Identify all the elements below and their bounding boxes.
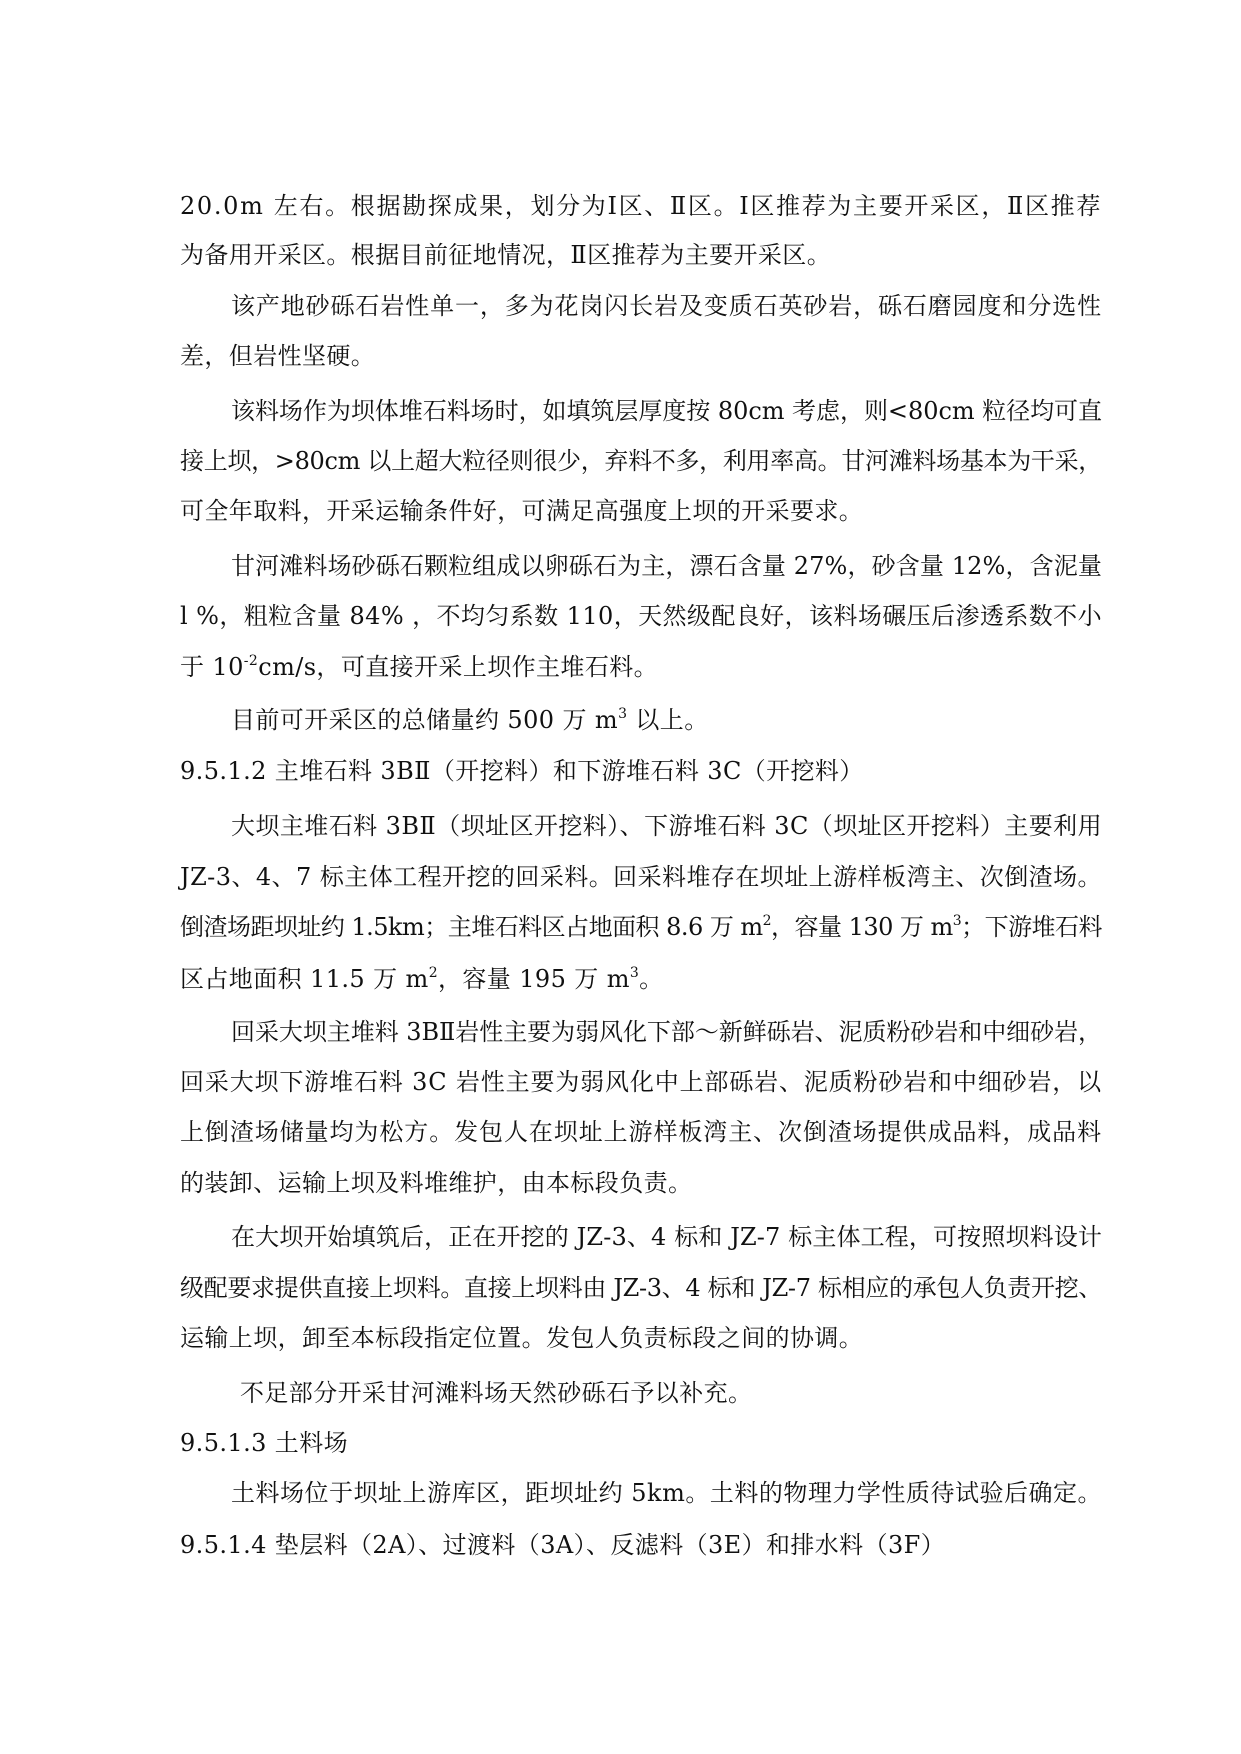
text-line: 大坝主堆石料 3BⅡ（坝址区开挖料）、下游堆石料 3C（坝址区开挖料）主要利用	[231, 812, 1102, 840]
text-line: 上倒渣场储量均为松方。发包人在坝址上游样板湾主、次倒渣场提供成品料，成品料	[180, 1118, 1102, 1146]
text-line	[180, 912, 1102, 942]
superscript: 3	[952, 913, 962, 929]
text-run: 倒渣场距坝址约 1.5km；主堆石料区占地面积 8.6 万 m	[180, 913, 763, 941]
section-heading: 9.5.1.3 土料场	[180, 1429, 348, 1457]
text-line: l %，粗粒含量 84% ，不均匀系数 110，天然级配良好，该料场碾压后渗透系数不小	[180, 602, 1102, 630]
text-line: 该产地砂砾石岩性单一，多为花岗闪长岩及变质石英砂岩，砾石磨园度和分选性	[231, 292, 1102, 320]
superscript: 3	[629, 965, 640, 981]
text-line: 不足部分开采甘河滩料场天然砂砾石予以补充。	[240, 1379, 753, 1407]
text-line: 回采大坝主堆料 3BⅡ岩性主要为弱风化下部～新鲜砾岩、泥质粉砂岩和中细砂岩，	[231, 1018, 1102, 1046]
text-line: 该料场作为坝体堆石料场时，如填筑层厚度按 80cm 考虑，则<80cm 粒径均可直	[231, 397, 1102, 425]
section-heading: 9.5.1.4 垫层料（2A）、过渡料（3A）、反滤料（3E）和排水料（3F）	[180, 1531, 946, 1559]
text-line: 接上坝，>80cm 以上超大粒径则很少，弃料不多，利用率高。甘河滩料场基本为干采，	[180, 447, 1102, 475]
text-run: 目前可开采区的总储量约 500 万 m	[231, 706, 619, 734]
text-line: 在大坝开始填筑后，正在开挖的 JZ-3、4 标和 JZ-7 标主体工程，可按照坝料设计	[231, 1223, 1102, 1251]
text-run: ；下游堆石料	[961, 913, 1102, 941]
text-line	[180, 964, 664, 994]
text-line: 差，但岩性坚硬。	[180, 342, 376, 370]
superscript: 2	[762, 913, 772, 929]
text-line	[231, 705, 709, 735]
text-line: 20.0m 左右。根据勘探成果，划分为Ⅰ区、Ⅱ区。Ⅰ区推荐为主要开采区，Ⅱ区推荐	[180, 192, 1102, 220]
text-line: 运输上坝，卸至本标段指定位置。发包人负责标段之间的协调。	[180, 1324, 864, 1352]
text-line: 土料场位于坝址上游库区，距坝址约 5km。土料的物理力学性质待试验后确定。	[231, 1479, 1102, 1507]
text-line: 回采大坝下游堆石料 3C 岩性主要为弱风化中上部砾岩、泥质粉砂岩和中细砂岩，以	[180, 1068, 1102, 1096]
text-line: 的装卸、运输上坝及料堆维护，由本标段负责。	[180, 1169, 693, 1197]
text-line: 甘河滩料场砂砾石颗粒组成以卵砾石为主，漂石含量 27%，砂含量 12%，含泥量	[231, 552, 1102, 580]
text-run: cm/s，可直接开采上坝作主堆石料。	[258, 653, 659, 681]
text-run: ，容量 130 万 m	[771, 913, 953, 941]
section-heading: 9.5.1.2 主堆石料 3BⅡ（开挖料）和下游堆石料 3C（开挖料）	[180, 757, 864, 785]
superscript: -2	[243, 653, 259, 669]
text-line	[180, 652, 658, 682]
text-run: ，容量 195 万 m	[438, 965, 630, 993]
text-run: 于 10	[180, 653, 244, 681]
superscript: 2	[428, 965, 438, 981]
text-line: 为备用开采区。根据目前征地情况，Ⅱ区推荐为主要开采区。	[180, 241, 832, 269]
text-run: 区占地面积 11.5 万 m	[180, 965, 429, 993]
text-run: 以上。	[627, 706, 709, 734]
text-line: 级配要求提供直接上坝料。直接上坝料由 JZ-3、4 标和 JZ-7 标相应的承包人负责开挖、	[180, 1274, 1102, 1302]
text-line: 可全年取料，开采运输条件好，可满足高强度上坝的开采要求。	[180, 497, 864, 525]
text-line: JZ-3、4、7 标主体工程开挖的回采料。回采料堆存在坝址上游样板湾主、次倒渣场。	[180, 863, 1102, 891]
text-run: 。	[639, 965, 664, 993]
superscript: 3	[618, 706, 628, 722]
